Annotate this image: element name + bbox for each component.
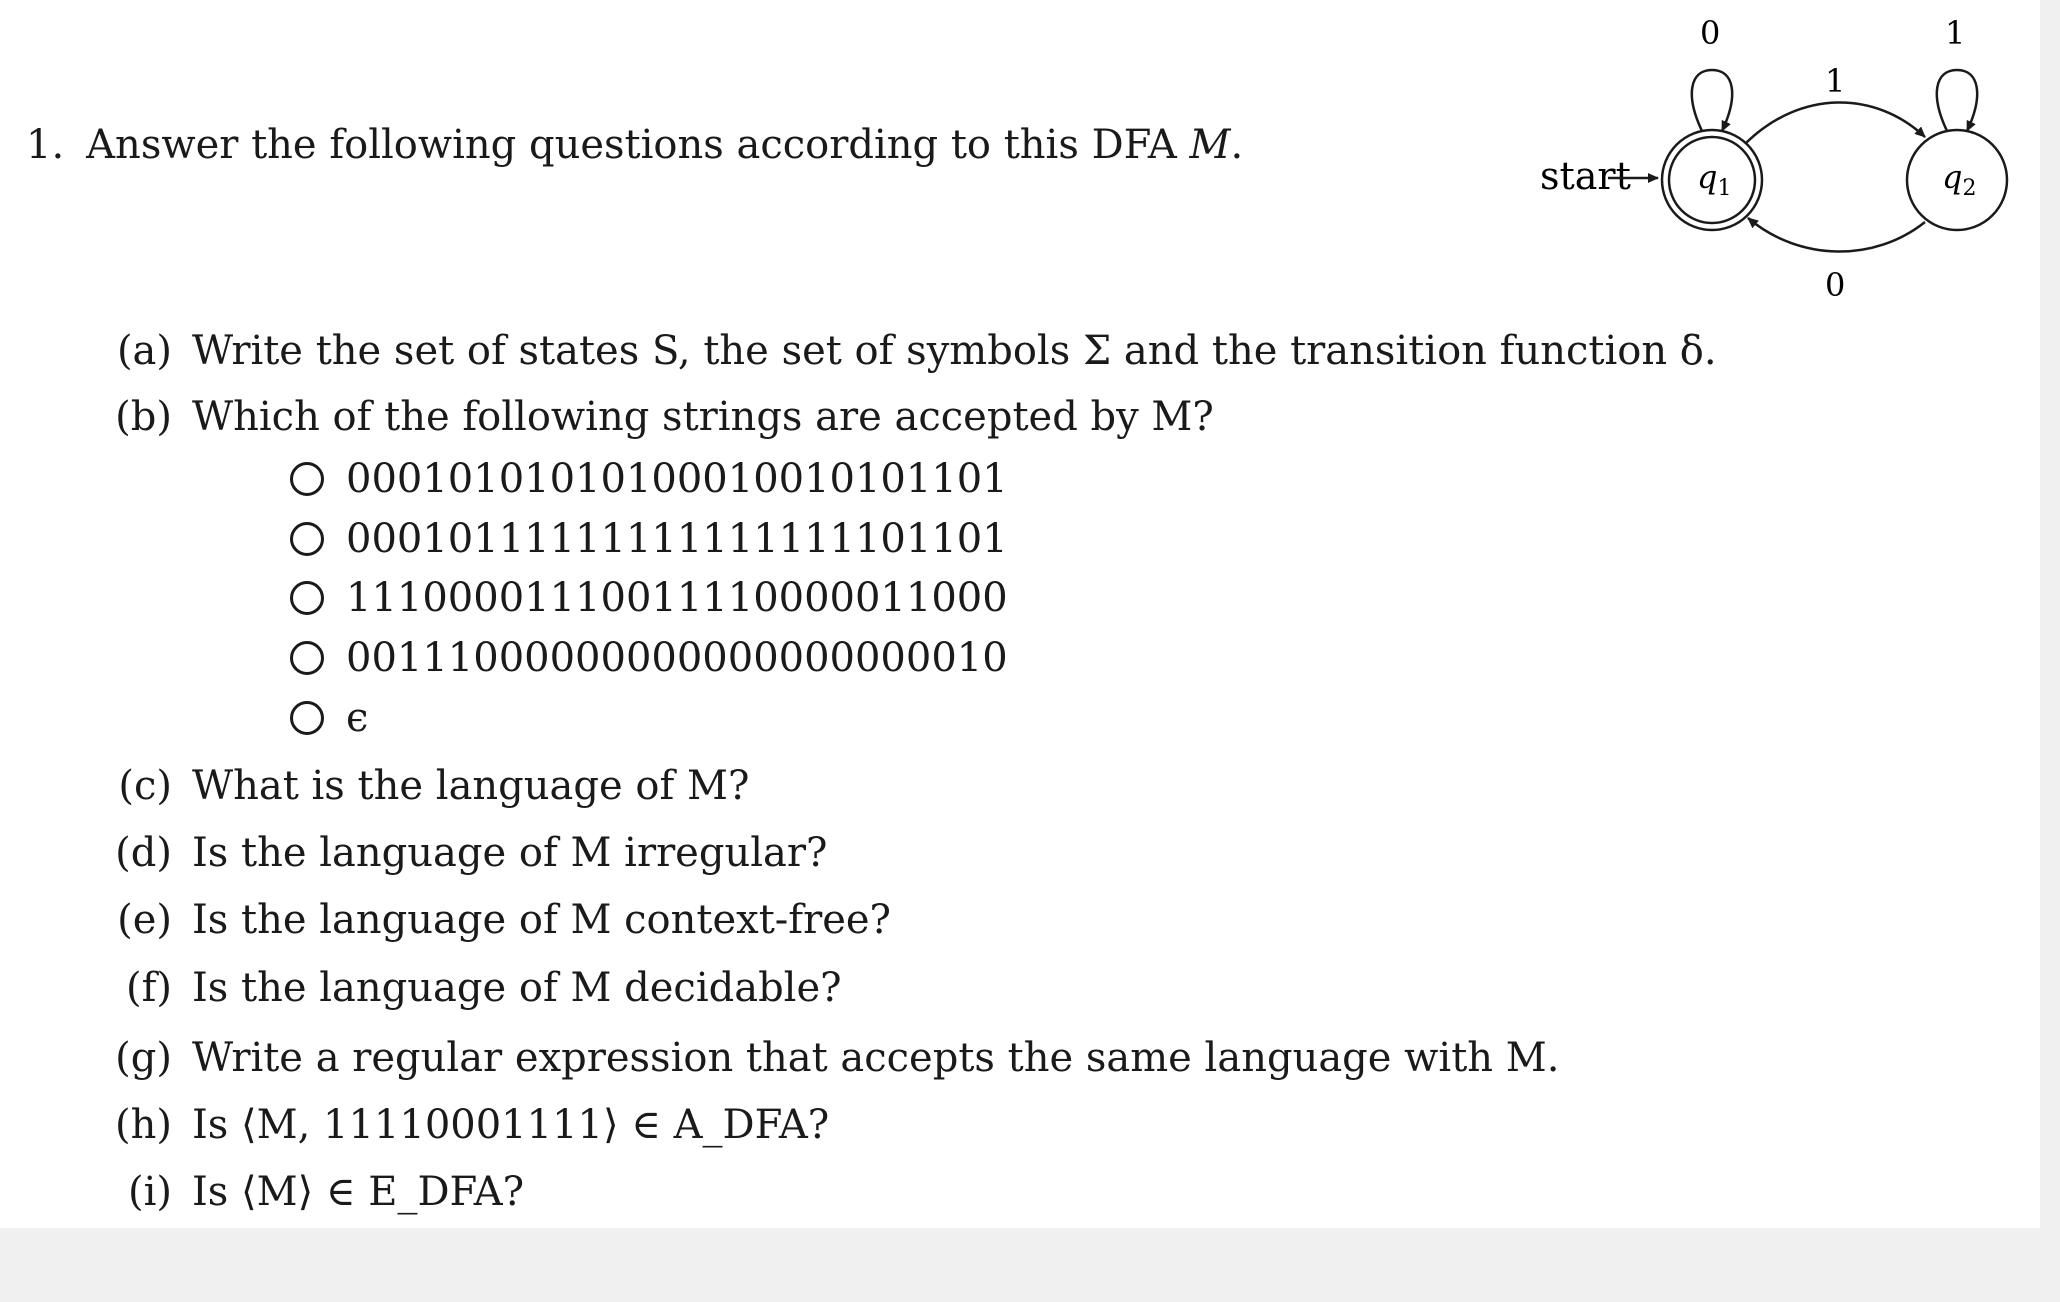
start-label: start xyxy=(1540,154,1631,198)
question-text: Answer the following questions according to this DFA xyxy=(86,122,1190,168)
radio-button[interactable] xyxy=(290,701,324,735)
radio-button[interactable] xyxy=(290,581,324,615)
edge-q1-to-q2 xyxy=(1746,102,1925,143)
edge-q2-to-q1-label: 0 xyxy=(1825,266,1846,304)
question-number: 1. xyxy=(26,122,65,168)
part-c: (c) What is the language of M? xyxy=(118,763,750,809)
state-q1 xyxy=(1662,130,1762,230)
option-4[interactable]: 00111000000000000000000010 xyxy=(290,635,1008,681)
edge-q1-to-q2-label: 1 xyxy=(1825,62,1846,100)
q2-self-label: 1 xyxy=(1945,14,1966,52)
radio-button[interactable] xyxy=(290,641,324,675)
part-e: (e) Is the language of M context-free? xyxy=(117,897,892,943)
edge-q2-to-q1 xyxy=(1748,218,1925,252)
state-q2 xyxy=(1907,130,2007,230)
q1-self-loop xyxy=(1692,70,1732,131)
question-var: M xyxy=(1189,122,1231,168)
question-title xyxy=(26,122,1243,168)
option-1[interactable]: 00010101010100010010101101 xyxy=(290,456,1008,502)
part-h: (h) Is ⟨M, 11110001111⟩ ∈ A_DFA? xyxy=(115,1102,830,1148)
radio-button[interactable] xyxy=(290,462,324,496)
part-a: (a) Write the set of states S, the set of symbols Σ and the transition function δ. xyxy=(116,328,1717,374)
option-2[interactable]: 00010111111111111111101101 xyxy=(290,516,1008,562)
part-f: (f) Is the language of M decidable? xyxy=(125,965,842,1011)
radio-button[interactable] xyxy=(290,522,324,556)
q2-self-loop xyxy=(1937,70,1977,131)
option-3[interactable]: 11100001110011110000011000 xyxy=(290,575,1008,621)
q1-self-label: 0 xyxy=(1700,14,1721,52)
part-g: (g) Write a regular expression that accepts the same language with M. xyxy=(115,1035,1560,1081)
svg-text:q1: $q_1$ xyxy=(1697,158,1732,201)
question-end: . xyxy=(1230,122,1244,168)
dfa-diagram xyxy=(1480,0,2040,310)
part-i: (i) Is ⟨M⟩ ∈ E_DFA? xyxy=(127,1169,525,1215)
part-b: (b) Which of the following strings are accepted by M? xyxy=(115,394,1214,440)
option-5[interactable]: ϵ xyxy=(290,695,368,741)
svg-text:q2: $q_2$ xyxy=(1942,158,1977,201)
part-d: (d) Is the language of M irregular? xyxy=(115,830,828,876)
